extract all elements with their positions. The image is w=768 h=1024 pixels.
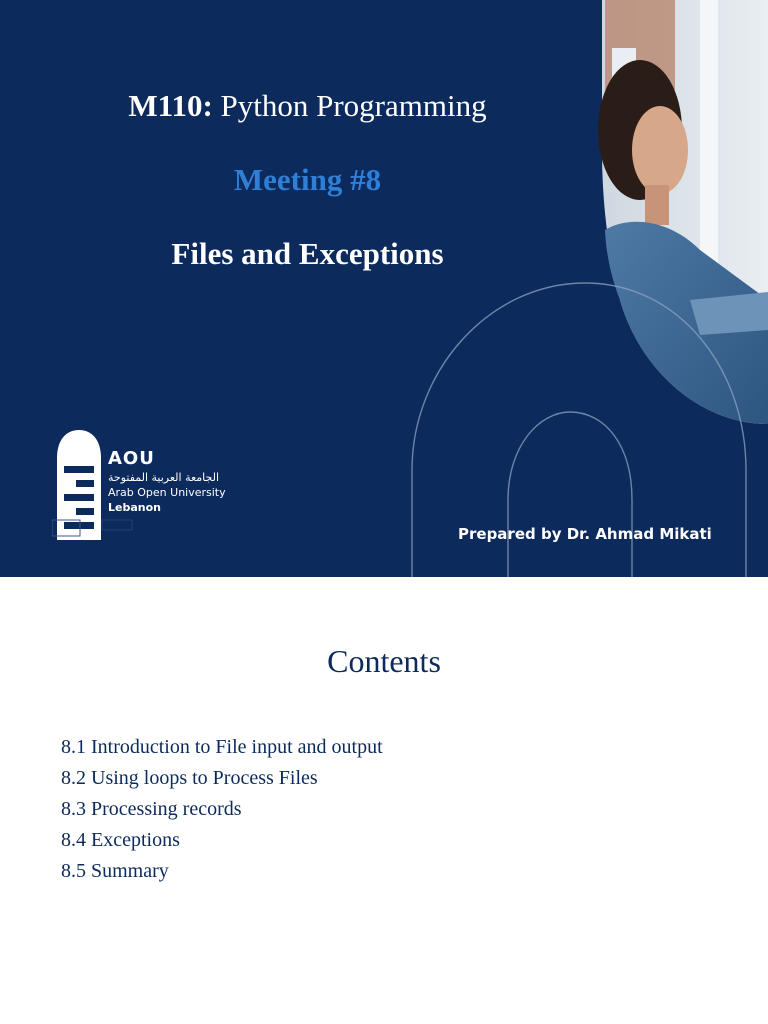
logo-arabic-name: الجامعة العربية المفتوحة <box>108 471 220 484</box>
logo-abbreviation: AOU <box>108 448 155 469</box>
contents-item: 8.5 Summary <box>61 860 169 882</box>
contents-item: 8.3 Processing records <box>61 798 242 820</box>
contents-list <box>61 732 383 887</box>
aou-logo-text <box>108 448 226 515</box>
contents-item: 8.4 Exceptions <box>61 829 180 851</box>
logo-english-name: Arab Open University <box>108 486 226 499</box>
portrait-photo <box>598 0 768 424</box>
meeting-number: Meeting #8 <box>233 162 382 197</box>
course-code: M110: <box>128 88 213 123</box>
contents-title: Contents <box>327 643 441 679</box>
contents-slide <box>0 577 768 1024</box>
logo-location: Lebanon <box>108 501 161 514</box>
topic-title: Files and Exceptions <box>171 236 444 271</box>
contents-item: 8.1 Introduction to File input and output <box>61 736 383 758</box>
course-name: Python Programming <box>212 88 487 123</box>
course-title <box>60 88 555 124</box>
prepared-by: Prepared by Dr. Ahmad Mikati <box>458 525 712 543</box>
contents-item: 8.2 Using loops to Process Files <box>61 767 318 789</box>
